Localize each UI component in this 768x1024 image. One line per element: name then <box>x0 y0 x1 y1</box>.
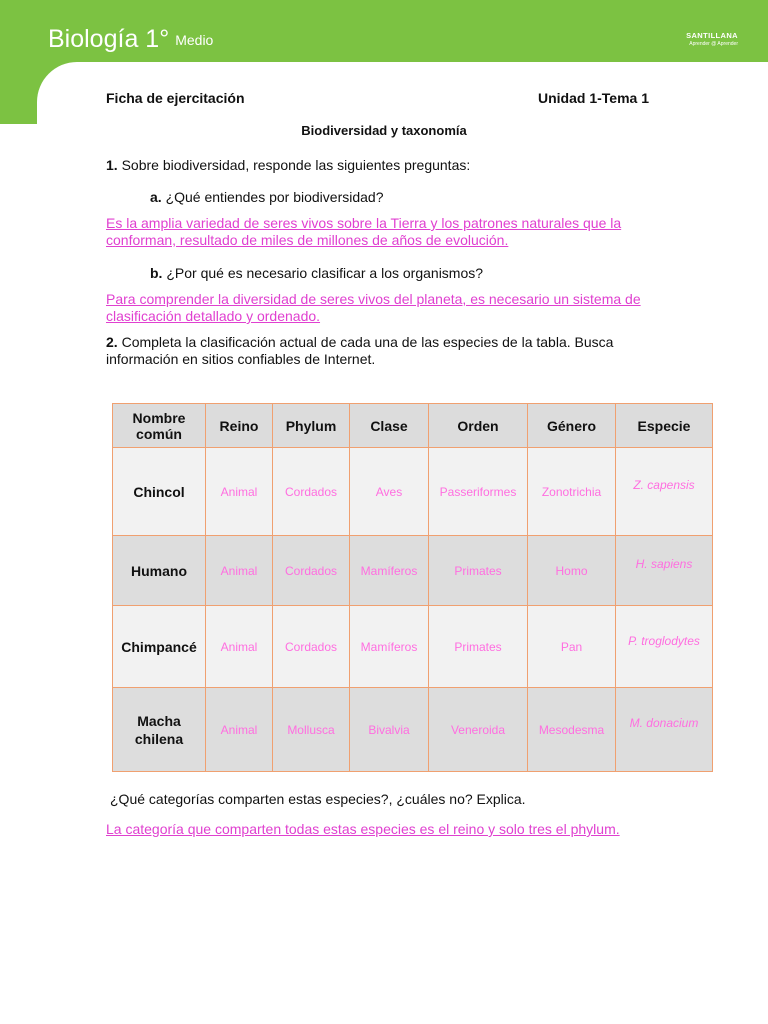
common-name-cell: Macha chilena <box>113 688 206 772</box>
kingdom-cell: Animal <box>206 448 273 536</box>
genus-cell: Pan <box>528 606 616 688</box>
common-name-cell: Chincol <box>113 448 206 536</box>
question-1b: b. ¿Por qué es necesario clasificar a los organismos? <box>150 265 484 281</box>
phylum-cell: Mollusca <box>273 688 350 772</box>
table-row <box>113 688 713 772</box>
column-header: Reino <box>206 404 273 448</box>
class-cell: Mamíferos <box>350 536 429 606</box>
classification-table <box>112 403 713 772</box>
class-cell: Aves <box>350 448 429 536</box>
table-row <box>113 448 713 536</box>
column-header: Phylum <box>273 404 350 448</box>
question-1a: a. ¿Qué entiendes por biodiversidad? <box>150 189 384 205</box>
table-row <box>113 536 713 606</box>
order-cell: Primates <box>429 536 528 606</box>
question-3: ¿Qué categorías comparten estas especies?, ¿cuáles no? Explica. <box>110 791 526 807</box>
answer-1b: Para comprender la diversidad de seres vivos del planeta, es necesario un sistema de clasificación detallado y ordenado. <box>106 291 641 324</box>
column-header: Clase <box>350 404 429 448</box>
book-subtitle: Medio <box>175 32 214 48</box>
worksheet-label: Ficha de ejercitación <box>106 90 245 106</box>
order-cell: Primates <box>429 606 528 688</box>
phylum-cell: Cordados <box>273 448 350 536</box>
page-title: Biodiversidad y taxonomía <box>301 123 467 138</box>
table-header-row <box>113 404 713 448</box>
unit-label: Unidad 1-Tema 1 <box>538 90 649 106</box>
species-cell: M. donacium <box>616 688 713 772</box>
kingdom-cell: Animal <box>206 688 273 772</box>
class-cell: Mamíferos <box>350 606 429 688</box>
order-cell: Veneroida <box>429 688 528 772</box>
book-title: Biología 1° Medio <box>48 25 214 53</box>
species-cell: H. sapiens <box>616 536 713 606</box>
publisher-tagline: Aprender @ Aprender <box>689 41 738 47</box>
header-bar-tab <box>0 62 37 124</box>
genus-cell: Homo <box>528 536 616 606</box>
order-cell: Passeriformes <box>429 448 528 536</box>
table-row <box>113 606 713 688</box>
column-header: Género <box>528 404 616 448</box>
answer-3: La categoría que comparten todas estas especies es el reino y solo tres el phylum. <box>106 821 620 837</box>
phylum-cell: Cordados <box>273 606 350 688</box>
question-2: 2. Completa la clasificación actual de cada una de las especies de la tabla. Busca información en sitios confiables de Internet. <box>106 334 614 367</box>
kingdom-cell: Animal <box>206 606 273 688</box>
answer-1a: Es la amplia variedad de seres vivos sobre la Tierra y los patrones naturales que la conforman, resultado de miles de millones de años de evolución. <box>106 215 622 248</box>
class-cell: Bivalvia <box>350 688 429 772</box>
species-cell: Z. capensis <box>616 448 713 536</box>
species-cell: P. troglodytes <box>616 606 713 688</box>
column-header: Nombre común <box>113 404 206 448</box>
column-header: Orden <box>429 404 528 448</box>
publisher-name: SANTILLANA <box>686 31 738 40</box>
header-bar-curve <box>37 62 77 102</box>
question-1: 1. Sobre biodiversidad, responde las siguientes preguntas: <box>106 157 471 173</box>
kingdom-cell: Animal <box>206 536 273 606</box>
common-name-cell: Chimpancé <box>113 606 206 688</box>
column-header: Especie <box>616 404 713 448</box>
genus-cell: Zonotrichia <box>528 448 616 536</box>
publisher-logo <box>686 31 738 47</box>
common-name-cell: Humano <box>113 536 206 606</box>
phylum-cell: Cordados <box>273 536 350 606</box>
genus-cell: Mesodesma <box>528 688 616 772</box>
